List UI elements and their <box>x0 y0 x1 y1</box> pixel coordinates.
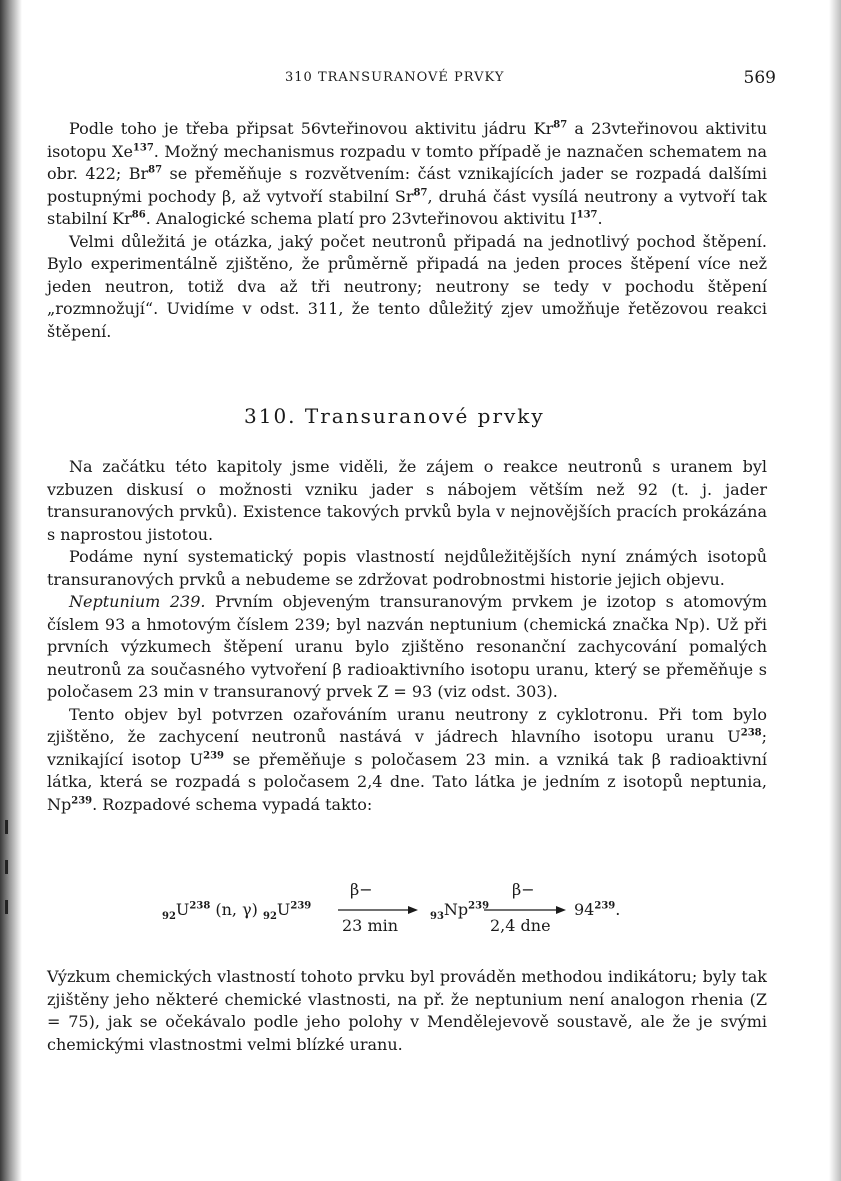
decay-arrow-1 <box>338 904 418 916</box>
paragraph-cyclotron: Tento objev byl potvrzen ozařováním uranu neutrony z cyklotronu. Při tom bylo zjištěno, že zachycení neutronů nastává v jádrech hlavního isotopu uranu $U^{238}$; vznikající isotop $U^{239}$ se přeměňuje s poločasem 23 min. a vzniká tak β radioaktivní látka, která se rozpadá s poločasem 2,4 dne. Tato látka je jedním z isotopů neptunia, Np$^{239}$. Rozpadové schema vypadá takto: <box>47 704 768 814</box>
paragraph-chemistry: Výzkum chemických vlastností tohoto prvku byl prováděn methodou indikátoru; byly tak zjištěny jeho některé chemické vlastnosti, na př. že neptunium není analogon rhenia (Z = 75), jak se očekávalo podle jeho polohy v Mendělejevově soustavě, ale že je svými chemickými vlastnostmi velmi blízké uranu. <box>47 967 767 1054</box>
paragraph-neptunium: Neptunium 239. Prvním objeveným transuranovým prvkem je izotop s atomovým číslem 93 a hmotovým číslem 239; byl nazván neptunium (chemická značka Np). Už při prvních výzkumech štěpení uranu bylo zjištěno resonanční zachycování pomalých neutronů za současného vytvoření β radioaktivního isotopu uranu, který se přeměňuje s poločasem 23 min v transuranový prvek Z = 93 (viz odst. 303). <box>47 592 768 701</box>
arrow1-label-bottom: 23 min <box>342 916 399 935</box>
paragraph-neutron-count: Velmi důležitá je otázka, jaký počet neutronů připadá na jednotlivý pochod štěpení. Bylo experimentálně zjištěno, že průměrně připadá na jeden proces štěpení více než jeden neutron, totiž dva až tři neutrony; neutrony se tedy v pochodu štěpení „rozmnožují“. Uvidíme v odst. 311, že tento důležitý zjev umožňuje řetězovou reakci štěpení. <box>47 231 767 341</box>
np239-term: $_{93}Np^{239}$ <box>430 900 490 923</box>
arrow2-label-bottom: 2,4 dne <box>490 916 551 935</box>
paragraph-kr-xe: Podle toho je třeba připsat 56vteřinovou aktivitu jádru Kr$^{87}$ a 23vteřinovou aktivitu isotopu Xe$^{137}$. Možný mechanismus rozpadu v tomto případě je naznačen schematem na obr. 422; Br$^{87}$ se přeměňuje s rozvětvením: část vznikajících jader se rozpadá dalšími postupnými pochody β, až vytvoří stabilní Sr$^{87}$, druhá část vysílá neutrony a vytvoří tak stabilní Kr$^{86}$. Analogické schema platí pro 23vteřinovou aktivitu $I^{137}$. <box>47 119 768 228</box>
section-heading: 310. Transuranové prvky <box>244 404 545 428</box>
running-head-title: 310 TRANSURANOVÉ PRVKY <box>285 70 505 85</box>
u238-term: $_{92}U^{238}$ (n, γ) $_{92}U^{239}$ <box>162 900 312 923</box>
running-head <box>70 68 776 90</box>
paragraph-intro: Na začátku této kapitoly jsme viděli, že zájem o reakce neutronů s uranem byl vzbuzen diskusí o možnosti vzniku jader s nábojem větším než 92 (t. j. jader transuranových prvků). Existence takových prvků byla v nejnovějších pracích prokázána s naprostou jistotou. <box>47 457 767 544</box>
arrow2-label-top: β− <box>512 880 535 899</box>
neptunium-heading: Neptunium 239. <box>69 592 206 611</box>
margin-marks <box>2 820 10 920</box>
page-binding-shadow <box>0 0 22 1181</box>
arrow1-label-top: β− <box>350 880 373 899</box>
body-text-mid <box>47 456 767 816</box>
page-right-edge <box>829 0 841 1181</box>
decay-arrow-2 <box>484 904 566 916</box>
page-number: 569 <box>743 68 776 88</box>
body-text-top <box>47 118 767 343</box>
decay-equation <box>150 880 770 940</box>
body-text-bottom <box>47 966 767 1056</box>
product-term: $94^{239}$. <box>574 900 621 919</box>
paragraph-systematic: Podáme nyní systematický popis vlastností nejdůležitějších nyní známých isotopů transuranových prvků a nebudeme se zdržovat podrobnostmi historie jejich objevu. <box>47 547 767 589</box>
